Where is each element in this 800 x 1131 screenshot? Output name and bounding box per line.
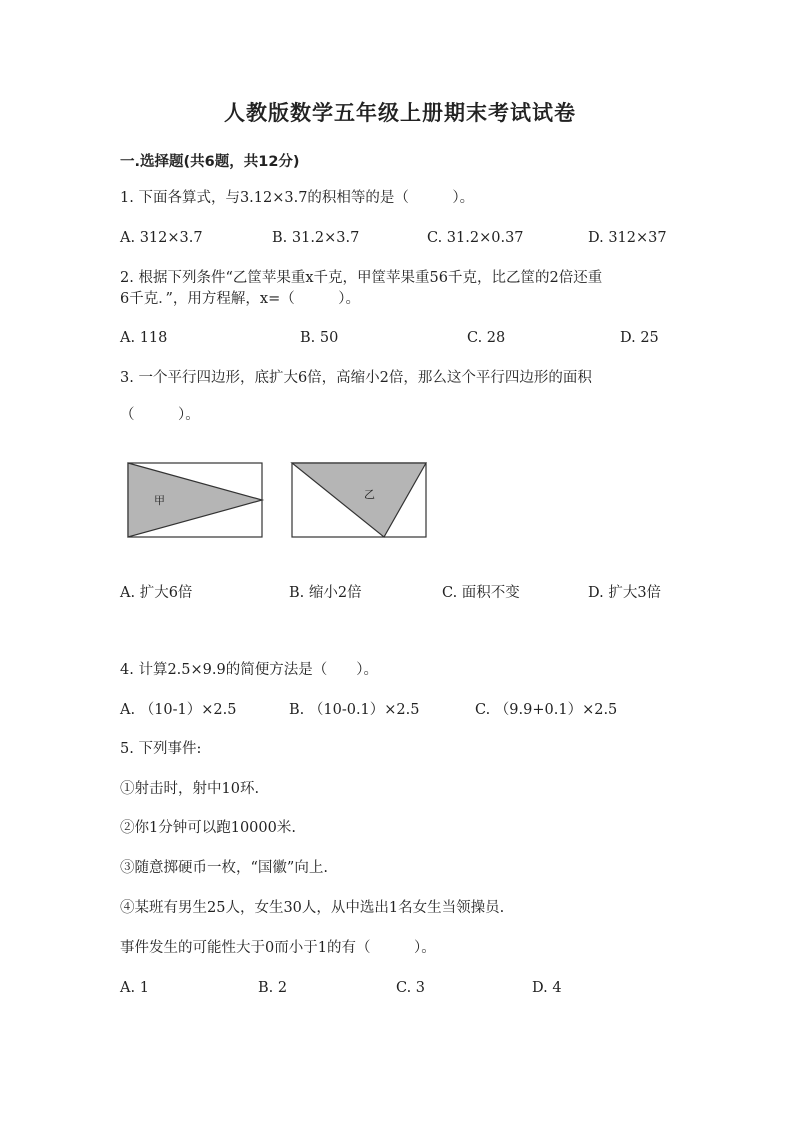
question-2-line-1: 2. 根据下列条件“乙筐苹果重x千克，甲筐苹果重56千克，比乙筐的2倍还重: [120, 270, 603, 286]
q5-event-1: ①射击时，射中10环.: [120, 781, 260, 797]
q5-question: 事件发生的可能性大于0而小于1的有（ ）。: [120, 940, 436, 956]
q5-event-4: ④某班有男生25人，女生30人，从中选出1名女生当领操员.: [120, 900, 505, 916]
q5-event-2: ②你1分钟可以跑10000米.: [120, 820, 296, 836]
q1-option-d: D. 312×37: [588, 230, 667, 246]
question-1-text: 1. 下面各算式，与3.12×3.7的积相等的是（ ）。: [120, 190, 475, 206]
q5-option-d: D. 4: [532, 980, 562, 996]
figure-right-triangle: [292, 463, 426, 537]
figure-right-rectangle: [292, 463, 426, 537]
question-2-line-2: 6千克．”，用方程解，x=（ ）。: [120, 291, 360, 307]
q1-option-a: A. 312×3.7: [120, 230, 203, 246]
q5-option-b: B. 2: [258, 980, 288, 996]
q3-option-d: D. 扩大3倍: [588, 585, 662, 601]
q3-option-b: B. 缩小2倍: [289, 585, 362, 601]
figure-label-yi: 乙: [364, 488, 375, 501]
q5-option-a: A. 1: [120, 980, 149, 996]
question-3-line-2: （ ）。: [120, 407, 200, 423]
question-5-text: 5. 下列事件:: [120, 741, 202, 757]
q2-option-c: C. 28: [467, 330, 506, 346]
q2-option-b: B. 50: [300, 330, 339, 346]
q3-option-c: C. 面积不变: [442, 585, 520, 601]
section-heading: 一.选择题(共6题，共12分): [120, 154, 300, 170]
q4-option-a: A. （10-1）×2.5: [120, 702, 237, 718]
q5-option-c: C. 3: [396, 980, 426, 996]
q5-event-3: ③随意掷硬币一枚，“国徽”向上.: [120, 860, 328, 876]
page-title: 人教版数学五年级上册期末考试试卷: [224, 101, 576, 125]
question-3-line-1: 3. 一个平行四边形，底扩大6倍，高缩小2倍，那么这个平行四边形的面积: [120, 370, 592, 386]
q2-option-a: A. 118: [120, 330, 168, 346]
q4-option-b: B. （10-0.1）×2.5: [289, 702, 420, 718]
figure-label-jia: 甲: [154, 494, 165, 507]
q1-option-c: C. 31.2×0.37: [427, 230, 524, 246]
question-4-text: 4. 计算2.5×9.9的简便方法是（ ）。: [120, 662, 378, 678]
figure-left-rectangle: [128, 463, 262, 537]
q2-option-d: D. 25: [620, 330, 659, 346]
figure-left-triangle: [128, 463, 262, 537]
q3-option-a: A. 扩大6倍: [120, 585, 193, 601]
q1-option-b: B. 31.2×3.7: [272, 230, 360, 246]
q4-option-c: C. （9.9+0.1）×2.5: [475, 702, 618, 718]
geometry-figure: [120, 455, 440, 545]
